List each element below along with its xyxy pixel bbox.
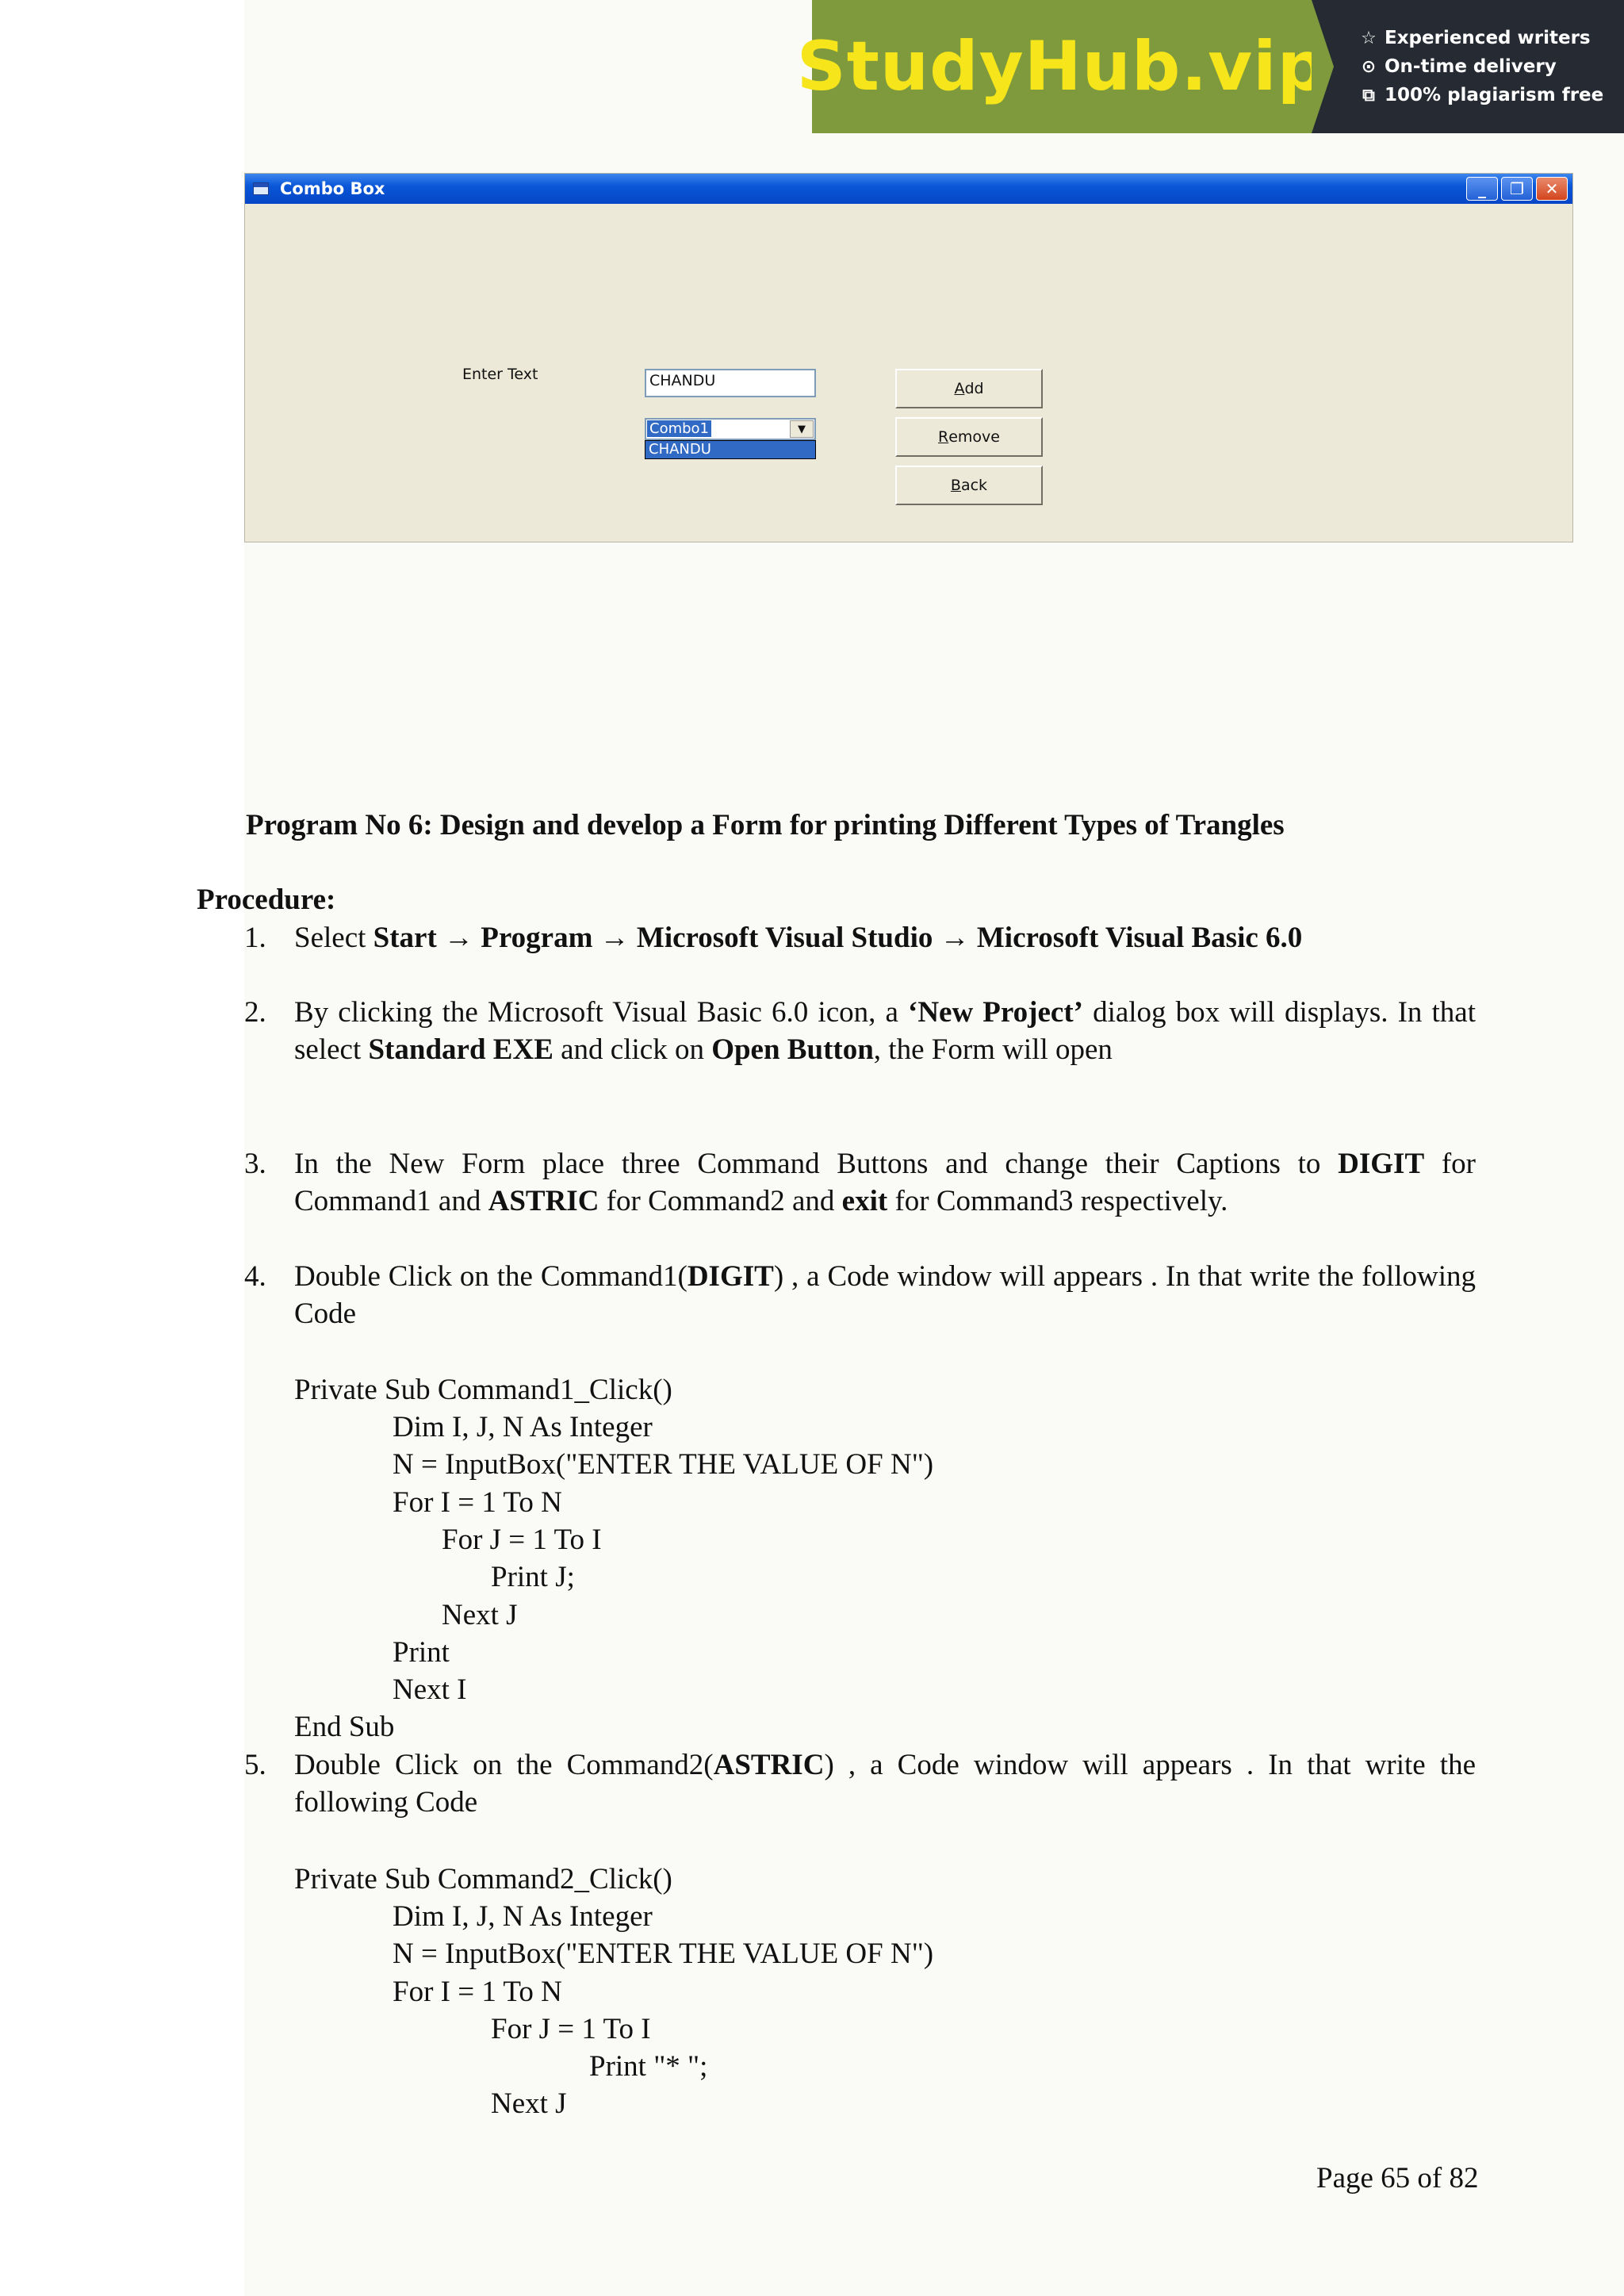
step-bold: exit xyxy=(841,1185,888,1217)
code-line: Dim I, J, N As Integer xyxy=(393,1900,653,1933)
studyhub-banner[interactable] xyxy=(796,0,1624,133)
window-title: Combo Box xyxy=(280,179,385,198)
step-text: for Command2 and xyxy=(599,1185,842,1217)
code-line: Print xyxy=(393,1636,450,1669)
menu-path: Start → Program → Microsoft Visual Studio → Microsoft Visual Basic 6.0 xyxy=(373,922,1303,954)
code-line: N = InputBox("ENTER THE VALUE OF N") xyxy=(393,1448,934,1481)
feature-label: Experienced writers xyxy=(1385,28,1591,48)
step-text: Double Click on the Command1( xyxy=(294,1260,688,1293)
close-icon[interactable]: ✕ xyxy=(1536,177,1568,201)
step-text: , the Form will open xyxy=(873,1033,1113,1066)
minimize-icon[interactable]: _ xyxy=(1466,177,1498,201)
step-bold: ‘New Project’ xyxy=(908,996,1083,1029)
step-bold: ASTRIC xyxy=(713,1749,825,1781)
step-bold: ASTRIC xyxy=(488,1185,599,1217)
step-text: ) , a Code window will appears . In that write the following Code xyxy=(294,1749,1476,1819)
combo-list-item[interactable]: CHANDU xyxy=(645,440,816,459)
banner-features xyxy=(1312,0,1624,133)
step-number: 3. xyxy=(244,1148,266,1180)
step-text: for Command1 and xyxy=(294,1148,1476,1217)
step-5 xyxy=(294,1746,1476,1821)
step-text: By clicking the Microsoft Visual Basic 6.0 icon, a xyxy=(294,996,908,1029)
text-input[interactable]: CHANDU xyxy=(645,369,816,397)
combo-box-window xyxy=(244,173,1573,542)
step-number: 2. xyxy=(244,996,266,1029)
accelerator-key: B xyxy=(950,477,961,494)
star-outline-icon: ☆ xyxy=(1361,28,1377,48)
clock-icon: ⊙ xyxy=(1361,56,1377,77)
step-text: Double Click on the Command2( xyxy=(294,1749,714,1781)
accelerator-key: A xyxy=(954,380,965,397)
code-line: For J = 1 To I xyxy=(491,2013,651,2045)
step-text: In the New Form place three Command Buttons and change their Captions to xyxy=(294,1148,1339,1180)
step-bold: DIGIT xyxy=(1338,1148,1425,1180)
step-1 xyxy=(294,919,1302,956)
code-line: Private Sub Command2_Click() xyxy=(294,1863,672,1895)
code-line: For J = 1 To I xyxy=(442,1524,602,1556)
step-3 xyxy=(294,1145,1476,1220)
accelerator-key: R xyxy=(938,428,949,446)
step-bold: DIGIT xyxy=(687,1260,774,1293)
step-4 xyxy=(294,1258,1476,1332)
code-line: Print J; xyxy=(491,1561,575,1593)
step-number: 1. xyxy=(244,922,266,954)
code-line: For I = 1 To N xyxy=(393,1486,562,1519)
back-button[interactable] xyxy=(895,466,1043,505)
studyhub-logo: StudyHub.vip xyxy=(796,27,1327,106)
step-2 xyxy=(294,994,1476,1068)
code-line: For I = 1 To N xyxy=(393,1976,562,2008)
page-number: Page 65 of 82 xyxy=(1316,2162,1479,2194)
code-line: Next J xyxy=(491,2087,567,2120)
code-line: Next J xyxy=(442,1599,518,1631)
feature-experienced-writers xyxy=(1359,28,1624,48)
step-bold: Standard EXE xyxy=(368,1033,553,1066)
form-icon xyxy=(253,182,269,195)
code-line: Next I xyxy=(393,1673,467,1706)
window-title-bar xyxy=(245,174,1572,204)
add-button[interactable] xyxy=(895,369,1043,408)
combo-box[interactable] xyxy=(645,418,816,440)
code-line: Dim I, J, N As Integer xyxy=(393,1411,653,1443)
feature-on-time-delivery xyxy=(1359,56,1624,77)
combo-selected-value: Combo1 xyxy=(647,420,711,437)
copy-icon: ⧉ xyxy=(1362,85,1375,105)
step-number: 4. xyxy=(244,1260,266,1293)
button-label: ack xyxy=(960,477,988,494)
feature-label: 100% plagiarism free xyxy=(1385,85,1604,105)
step-text: and click on xyxy=(553,1033,712,1066)
button-label: emove xyxy=(948,428,1000,446)
feature-plagiarism-free xyxy=(1359,85,1624,105)
step-text: dialog box will displays. In that select xyxy=(294,996,1476,1066)
step-text: Select xyxy=(294,922,373,954)
code-line: Private Sub Command1_Click() xyxy=(294,1374,672,1406)
code-line: N = InputBox("ENTER THE VALUE OF N") xyxy=(393,1938,934,1970)
code-line: End Sub xyxy=(294,1711,395,1743)
program-heading: Program No 6: Design and develop a Form for printing Different Types of Trangles xyxy=(246,809,1285,841)
step-text: ) , a Code window will appears . In that write the following Code xyxy=(294,1260,1476,1330)
remove-button[interactable] xyxy=(895,417,1043,457)
restore-icon[interactable]: ❐ xyxy=(1501,177,1533,201)
window-controls xyxy=(1466,177,1568,201)
button-label: dd xyxy=(964,380,984,397)
step-text: for Command3 respectively. xyxy=(887,1185,1228,1217)
feature-label: On-time delivery xyxy=(1385,56,1557,77)
step-number: 5. xyxy=(244,1749,266,1781)
procedure-heading: Procedure: xyxy=(197,884,336,916)
banner-logo-area xyxy=(796,0,1327,133)
step-bold: Open Button xyxy=(711,1033,874,1066)
code-line: Print "* "; xyxy=(589,2050,708,2083)
enter-text-label: Enter Text xyxy=(462,366,538,383)
chevron-down-icon[interactable]: ▼ xyxy=(790,420,814,438)
